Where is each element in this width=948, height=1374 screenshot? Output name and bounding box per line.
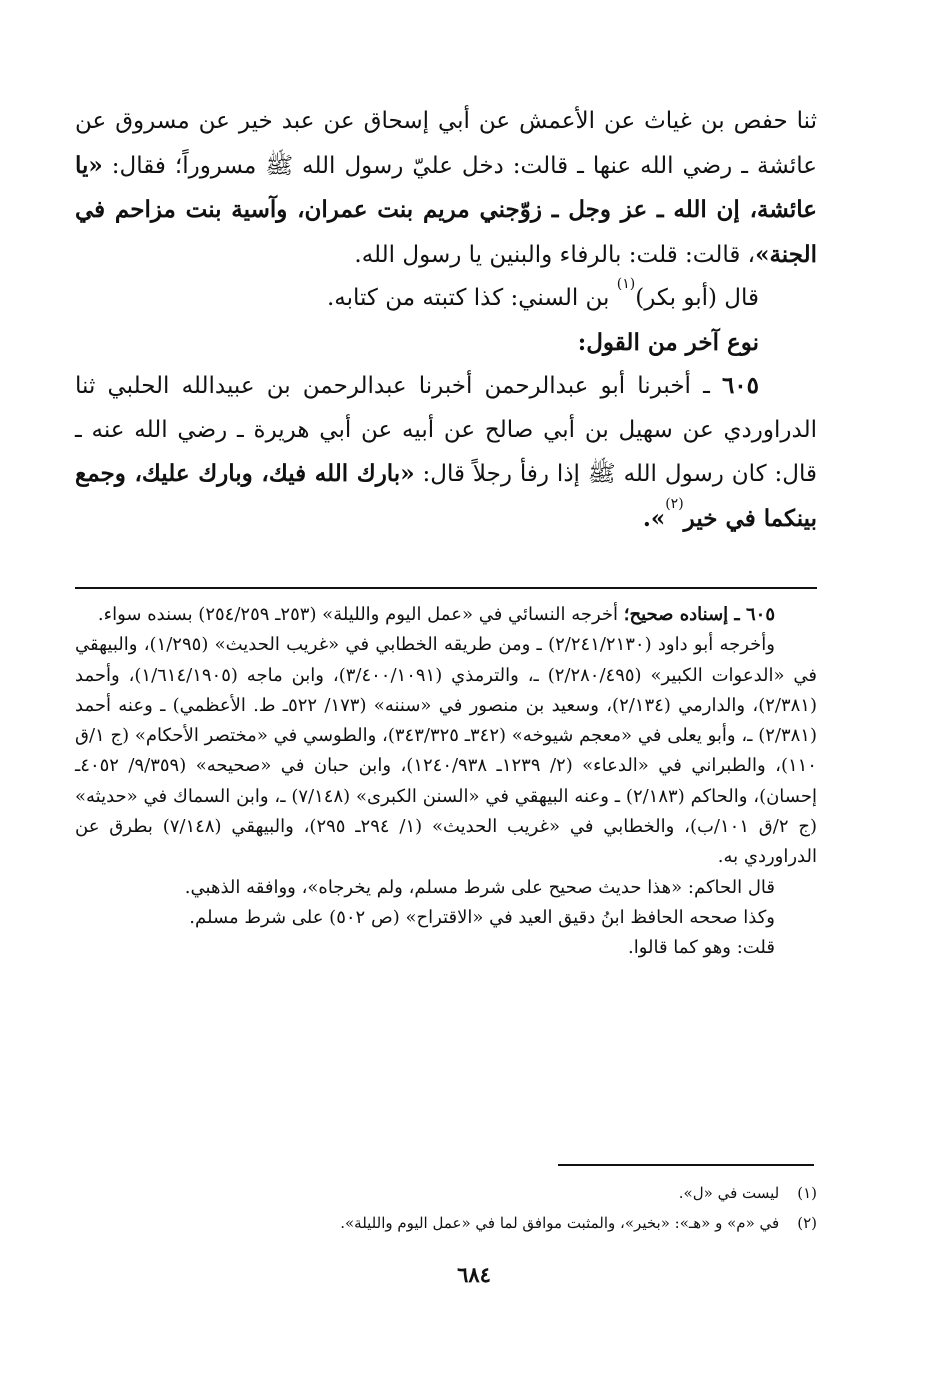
para1-end: ، قالت: قلت: بالرفاء والبنين يا رسول الله. [354,241,756,268]
page-number: ٦٨٤ [457,1262,491,1287]
note-1 [75,600,817,630]
note-2: وأخرجه أبو داود (٢/٢٤١/٢١٣٠) ـ ومن طريقه الخطابي في «غريب الحديث» (١/٢٩٥)، والبيهقي في «الدعوات الكبير» (٢/٢٨٠/٤٩٥) ـ، والترمذي (٣/٤٠٠/١٠٩١)، وابن ماجه (١/٦١٤/١٩٠٥)، وأحمد (٢/٣٨١)، والدارمي (٢/١٣٤)، وسعيد بن منصور في «سننه» (١٧٣/ ٥٢٢ـ ط. الأعظمي) ـ وعنه أحمد (٢/٣٨١) ـ، وأبو يعلى في «معجم شيوخه» (٣٤٢ـ ٣٤٣/٣٢٥)، والطوسي في «مختصر الأحكام» (ج ١/ق ١١٠)، والطبراني في «الدعاء» (٢/ ١٢٣٩ـ ١٢٤٠/٩٣٨)، وابن حبان في «صحيحه» (٩/٣٥٩/ ٤٠٥٢ـ إحسان)، والحاكم (٢/١٨٣) ـ وعنه البيهقي في «السنن الكبرى» (٧/١٤٨) ـ، وابن السماك في «حديثه» (ج ٢/ق ١٠١/ب)، والخطابي في «غريب الحديث» (١/ ٢٩٤ـ ٢٩٥)، والبيهقي (٧/١٤٨) بطرق عن الدراوردي به. [75,634,818,868]
para3-text: ـ أخبرنا أبو عبدالرحمن أخبرنا عبدالرحمن بن عبيدالله الحلبي ثنا الدراوردي عن سهيل بن أبي صالح عن أبيه عن أبي هريرة ـ رضي الله عنه ـ قال: كان رسول الله ﷺ إذا رفأ رجلاً قال: [75,373,817,487]
footnote-1-number: (١) [797,1184,817,1202]
paragraph-2 [75,277,817,321]
para2-b: بن السني: كذا كتبته من كتابه. [326,285,617,311]
note-5: قلت: وهو كما قالوا. [627,937,775,959]
hadith-number: ٦٠٥ [721,372,759,399]
main-separator [75,587,817,589]
note-1-text: أخرجه النسائي في «عمل اليوم والليلة» (٢٥٣ـ ٢٥٤/٢٥٩) بسنده سواء. [97,604,624,625]
note-4: وكذا صححه الحافظ ابنُ دقيق العيد في «الاقتراح» (ص ٥٠٢) على شرط مسلم. [189,906,775,928]
para3-close: ». [642,504,666,532]
commentary [75,600,817,964]
footnote-separator [558,1164,814,1166]
para3-quote: «بارك الله فيك، وبارك عليك، وجمع بينكما في خير [75,460,817,532]
paragraph-3 [75,364,817,541]
footnote-1 [75,1178,817,1208]
paragraph-1 [75,100,817,277]
main-text [75,100,817,541]
footnote-ref-1[interactable]: (١) [616,276,636,292]
para1-text: ثنا حفص بن غياث عن الأعمش عن أبي إسحاق عن عبد خير عن مسروق عن عائشة ـ رضي الله عنها ـ قالت: دخل عليّ رسول الله ﷺ مسروراً؛ فقال: [75,108,817,179]
footnote-1-text: ليست في «ل». [678,1184,780,1202]
para1-quote: «يا عائشة، إن الله ـ عز وجل ـ زوّجني مريم بنت عمران، وآسية بنت مزاحم في الجنة» [75,151,817,268]
footnotes [75,1178,817,1238]
section-heading: نوع آخر من القول: [577,328,759,356]
footnote-2-number: (٢) [797,1214,817,1232]
footnote-ref-2[interactable]: (٢) [665,495,684,512]
para2-a: قال (أبو بكر) [635,285,759,311]
footnote-2 [75,1208,817,1238]
note-3: قال الحاكم: «هذا حديث صحيح على شرط مسلم، ولم يخرجاه»، ووافقه الذهبي. [184,876,775,898]
note-1-label: ٦٠٥ ـ إسناده صحيح؛ [623,604,775,625]
footnote-2-text: في «م» و «هـ»: «بخير»، والمثبت موافق لما في «عمل اليوم والليلة». [340,1214,780,1232]
